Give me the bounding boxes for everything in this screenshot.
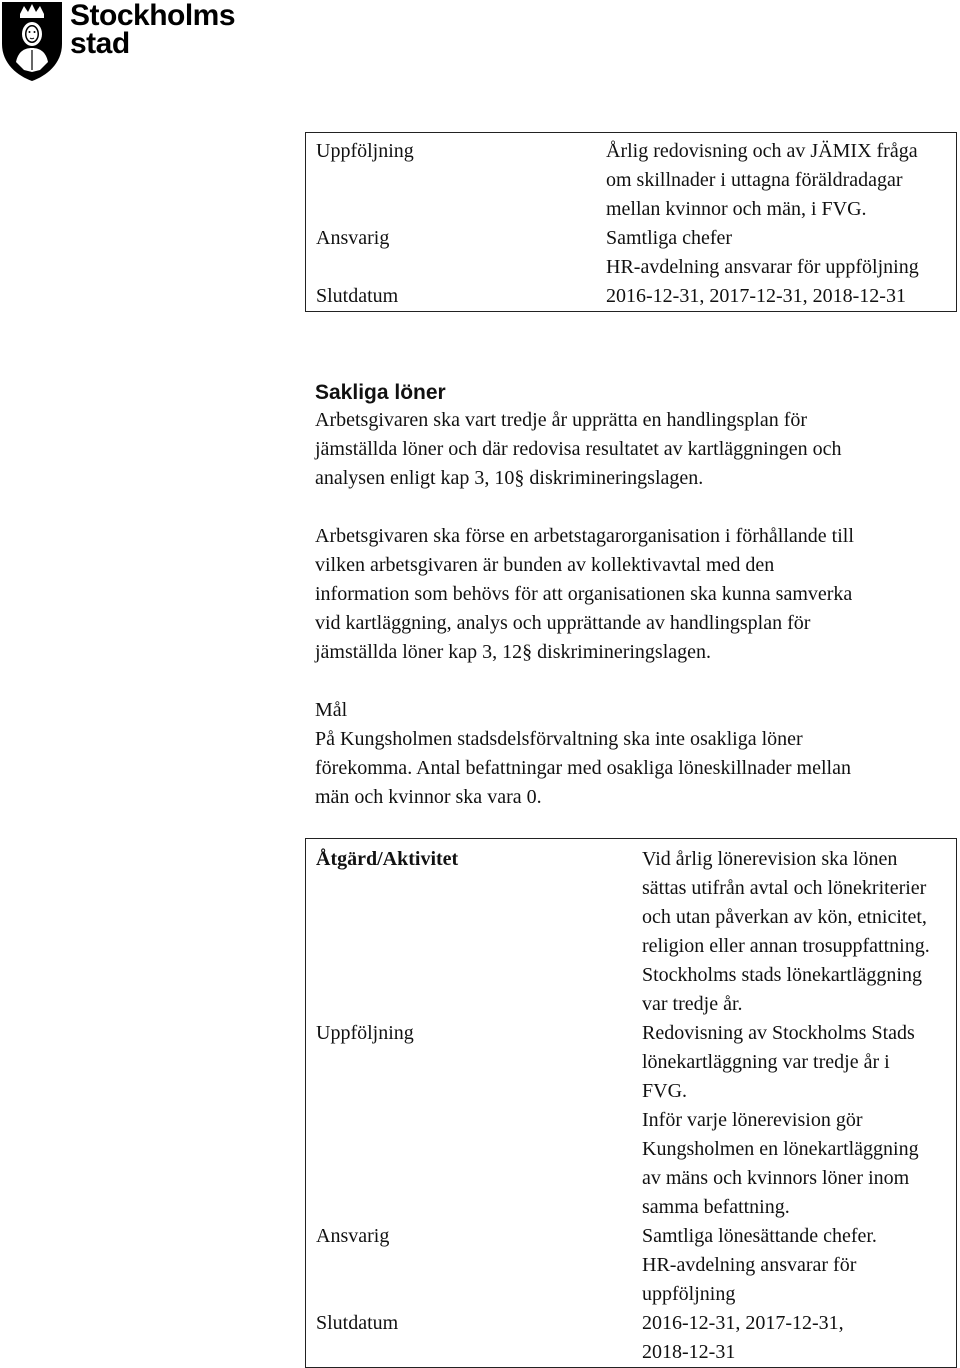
text-line: jämställda löner kap 3, 12§ diskrimineringslagen. xyxy=(315,641,712,663)
value-line: HR-avdelning ansvarar för uppföljning xyxy=(606,256,919,278)
row-value xyxy=(606,282,957,312)
table-row xyxy=(306,1019,957,1222)
row-label: Uppföljning xyxy=(316,1022,414,1044)
logo-line-1: Stockholms xyxy=(70,0,236,32)
value-line: Vid årlig lönerevision ska lönen xyxy=(642,848,898,870)
text-line: förekomma. Antal befattningar med osakliga löneskillnader mellan xyxy=(315,757,851,779)
row-label: Ansvarig xyxy=(316,1225,390,1247)
text-line: information som behövs för att organisationen ska kunna samverka xyxy=(315,583,853,605)
goal-block xyxy=(315,696,955,812)
table-row xyxy=(306,839,957,1020)
paragraph-2 xyxy=(315,522,955,667)
value-line: Stockholms stads lönekartläggning xyxy=(642,964,922,986)
value-line: av mäns och kvinnors löner inom xyxy=(642,1167,910,1189)
row-label: Slutdatum xyxy=(316,285,399,307)
row-value xyxy=(642,1222,957,1309)
table-row xyxy=(306,1309,957,1368)
value-line: Kungsholmen en lönekartläggning xyxy=(642,1138,919,1160)
text-line: Arbetsgivaren ska förse en arbetstagarorganisation i förhållande till xyxy=(315,525,854,547)
value-line: lönekartläggning var tredje år i xyxy=(642,1051,890,1073)
value-line: 2018-12-31 xyxy=(642,1341,736,1363)
stockholms-stad-logo xyxy=(0,0,240,84)
city-shield-icon xyxy=(0,0,64,82)
value-line: Samtliga chefer xyxy=(606,227,733,249)
value-line: HR-avdelning ansvarar för xyxy=(642,1254,857,1276)
row-value xyxy=(606,133,957,225)
text-line: vid kartläggning, analys och upprättande av handlingsplan för xyxy=(315,612,811,634)
logo-wordmark xyxy=(70,2,235,58)
value-line: Samtliga lönesättande chefer. xyxy=(642,1225,877,1247)
value-line: FVG. xyxy=(642,1080,688,1102)
row-value xyxy=(642,1019,957,1222)
row-label: Ansvarig xyxy=(316,227,390,249)
paragraph-1 xyxy=(315,406,955,493)
row-label: Uppföljning xyxy=(316,140,414,162)
value-line: var tredje år. xyxy=(642,993,743,1015)
text-line: jämställda löner och där redovisa resultatet av kartläggningen och xyxy=(315,438,842,460)
value-line: och utan påverkan av kön, etnicitet, xyxy=(642,906,927,928)
table-row xyxy=(306,282,957,312)
table-row xyxy=(306,133,957,225)
text-line: analysen enligt kap 3, 10§ diskrimineringslagen. xyxy=(315,467,704,489)
value-line: samma befattning. xyxy=(642,1196,790,1218)
value-line: om skillnader i uttagna föräldradagar xyxy=(606,169,903,191)
text-line: På Kungsholmen stadsdelsförvaltning ska inte osakliga löner xyxy=(315,728,803,750)
value-line: sättas utifrån avtal och lönekriterier xyxy=(642,877,927,899)
section-heading: Sakliga löner xyxy=(315,381,446,404)
action-table xyxy=(305,838,957,1368)
value-line: Redovisning av Stockholms Stads xyxy=(642,1022,915,1044)
value-line: 2016-12-31, 2017-12-31, xyxy=(642,1312,844,1334)
row-label: Åtgärd/Aktivitet xyxy=(316,848,459,870)
section-sakliga-loner xyxy=(315,380,955,812)
table-row xyxy=(306,224,957,282)
goal-label: Mål xyxy=(315,699,348,721)
value-line: mellan kvinnor och män, i FVG. xyxy=(606,198,867,220)
value-line: Inför varje lönerevision gör xyxy=(642,1109,863,1131)
logo-line-2: stad xyxy=(70,27,130,60)
value-line: uppföljning xyxy=(642,1283,736,1305)
value-line: Årlig redovisning och av JÄMIX fråga xyxy=(606,140,918,162)
value-line: 2016-12-31, 2017-12-31, 2018-12-31 xyxy=(606,285,906,307)
row-value xyxy=(642,1309,957,1368)
row-label: Slutdatum xyxy=(316,1312,399,1334)
text-line: Arbetsgivaren ska vart tredje år upprätta en handlingsplan för xyxy=(315,409,808,431)
text-line: vilken arbetsgivaren är bunden av kollektivavtal med den xyxy=(315,554,775,576)
value-line: religion eller annan trosuppfattning. xyxy=(642,935,930,957)
row-value xyxy=(606,224,957,282)
row-value xyxy=(642,839,957,1020)
table-row xyxy=(306,1222,957,1309)
followup-table-1 xyxy=(305,132,957,312)
text-line: män och kvinnor ska vara 0. xyxy=(315,786,542,808)
